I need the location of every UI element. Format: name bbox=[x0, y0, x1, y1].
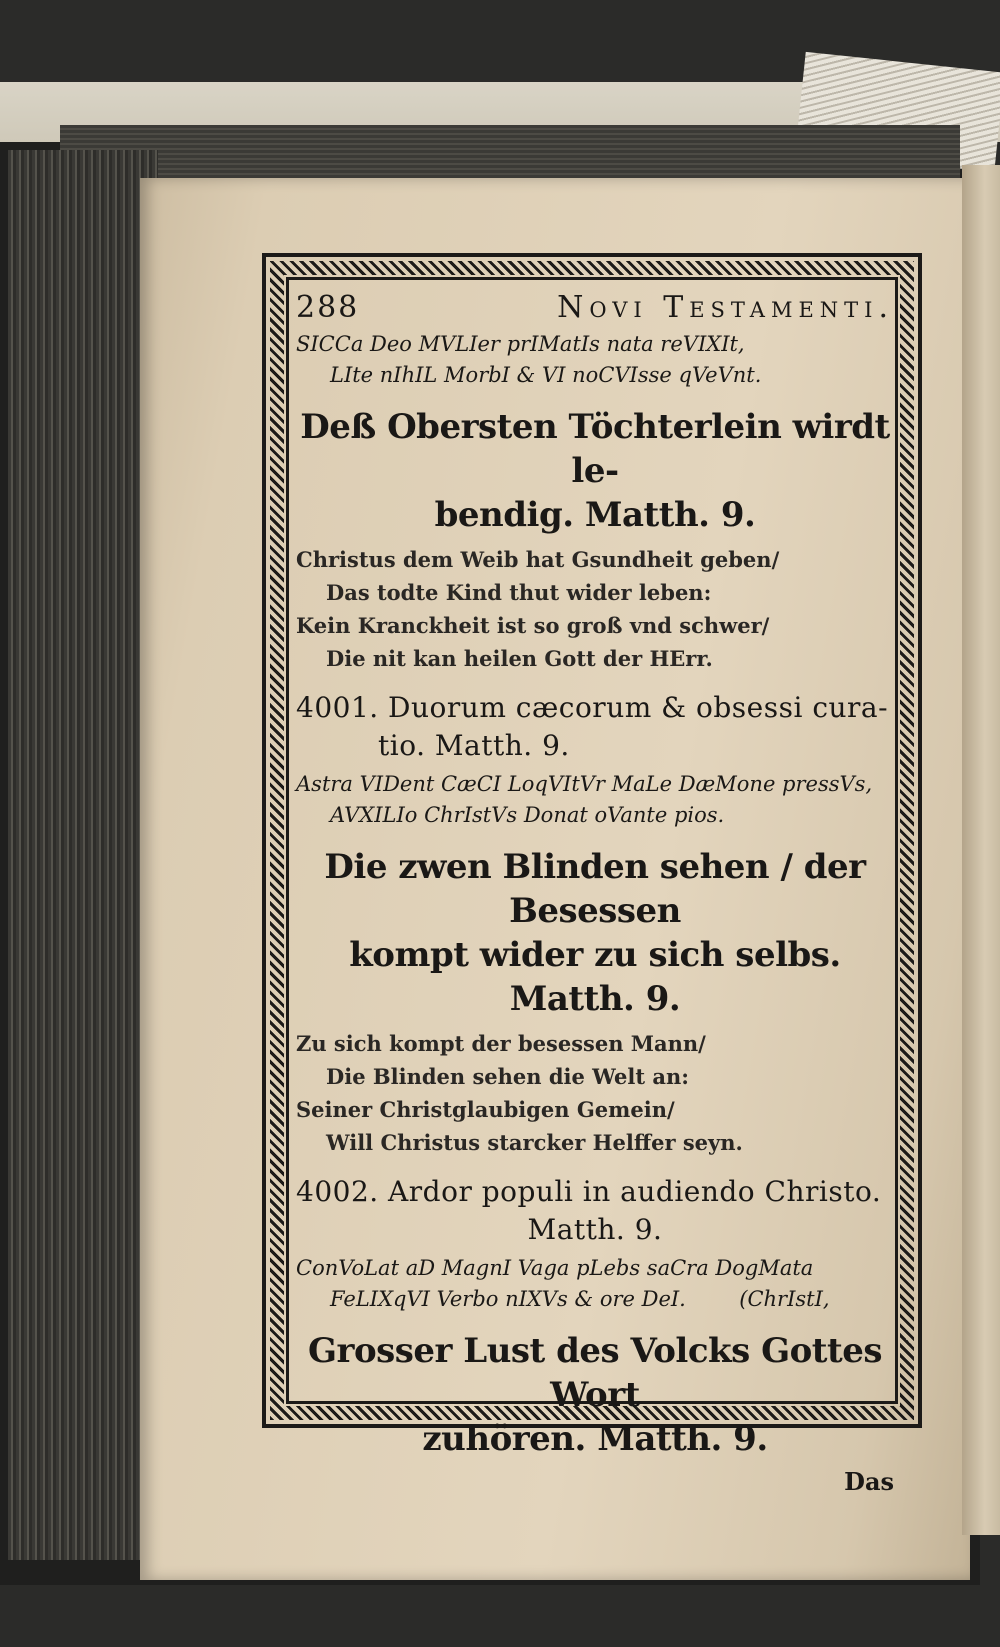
verse-line: Die Blinden sehen die Welt an: bbox=[326, 1064, 690, 1089]
section-heading-4001 bbox=[296, 689, 894, 765]
latin-line: AVXILIo ChrIstVs Donat oVante pios. bbox=[330, 803, 725, 827]
latin-line: LIte nIhIL MorbI & VI noCVIsse qVeVnt. bbox=[330, 363, 762, 387]
page-number: 288 bbox=[296, 290, 360, 325]
verse-line: Will Christus starcker Helffer seyn. bbox=[326, 1130, 743, 1155]
german-heading-3 bbox=[296, 1329, 894, 1461]
latin-chronogram-2 bbox=[296, 769, 894, 831]
page-fore-edges bbox=[8, 150, 158, 1560]
german-verse-2 bbox=[296, 1027, 894, 1159]
latin-line: SICCa Deo MVLIer prIMatIs nata reVIXIt, bbox=[296, 332, 745, 356]
section-line: Matth. 9. bbox=[527, 1213, 663, 1246]
facing-page-edge bbox=[962, 165, 1000, 1535]
german-heading-2 bbox=[296, 845, 894, 1021]
verse-line: Die nit kan heilen Gott der HErr. bbox=[326, 646, 713, 671]
heading-line: zuhören. Matth. 9. bbox=[422, 1419, 768, 1459]
heading-line: bendig. Matth. 9. bbox=[434, 495, 756, 535]
heading-line: kompt wider zu sich selbs. bbox=[349, 935, 841, 975]
running-title: Novi Testamenti. bbox=[557, 290, 894, 325]
verse-line: Seiner Christglaubigen Gemein/ bbox=[296, 1097, 675, 1122]
heading-line: Die zwen Blinden sehen / der Besessen bbox=[324, 847, 866, 931]
section-line: 4002. Ardor populi in audiendo Christo. bbox=[296, 1175, 882, 1208]
latin-chronogram-3 bbox=[296, 1253, 894, 1315]
heading-line: Matth. 9. bbox=[509, 979, 681, 1019]
heading-line: Deß Obersten Töchterlein wirdt le- bbox=[300, 407, 890, 491]
verse-line: Christus dem Weib hat Gsundheit geben/ bbox=[296, 547, 780, 572]
verse-line: Zu sich kompt der besessen Mann/ bbox=[296, 1031, 706, 1056]
latin-chronogram-1 bbox=[296, 329, 894, 391]
verse-line: Das todte Kind thut wider leben: bbox=[326, 580, 712, 605]
heading-line: Grosser Lust des Volcks Gottes Wort bbox=[308, 1331, 882, 1415]
running-head bbox=[296, 290, 894, 325]
german-heading-1 bbox=[296, 405, 894, 537]
verse-line: Kein Kranckheit ist so groß vnd schwer/ bbox=[296, 613, 770, 638]
section-line: tio. Matth. 9. bbox=[378, 729, 570, 762]
section-heading-4002 bbox=[296, 1173, 894, 1249]
german-verse-1 bbox=[296, 543, 894, 675]
catchword: Das bbox=[844, 1467, 894, 1496]
latin-line: ConVoLat aD MagnI Vaga pLebs saCra DogMata bbox=[296, 1256, 814, 1280]
latin-line: FeLIXqVI Verbo nIXVs & ore DeI. (ChrIstI, bbox=[330, 1287, 830, 1311]
page-text bbox=[296, 290, 894, 1496]
section-line: 4001. Duorum cæcorum & obsessi cura- bbox=[296, 691, 889, 724]
page-top-edges bbox=[60, 125, 960, 185]
latin-line: Astra VIDent CæCI LoqVItVr MaLe DæMone pressVs, bbox=[296, 772, 873, 796]
